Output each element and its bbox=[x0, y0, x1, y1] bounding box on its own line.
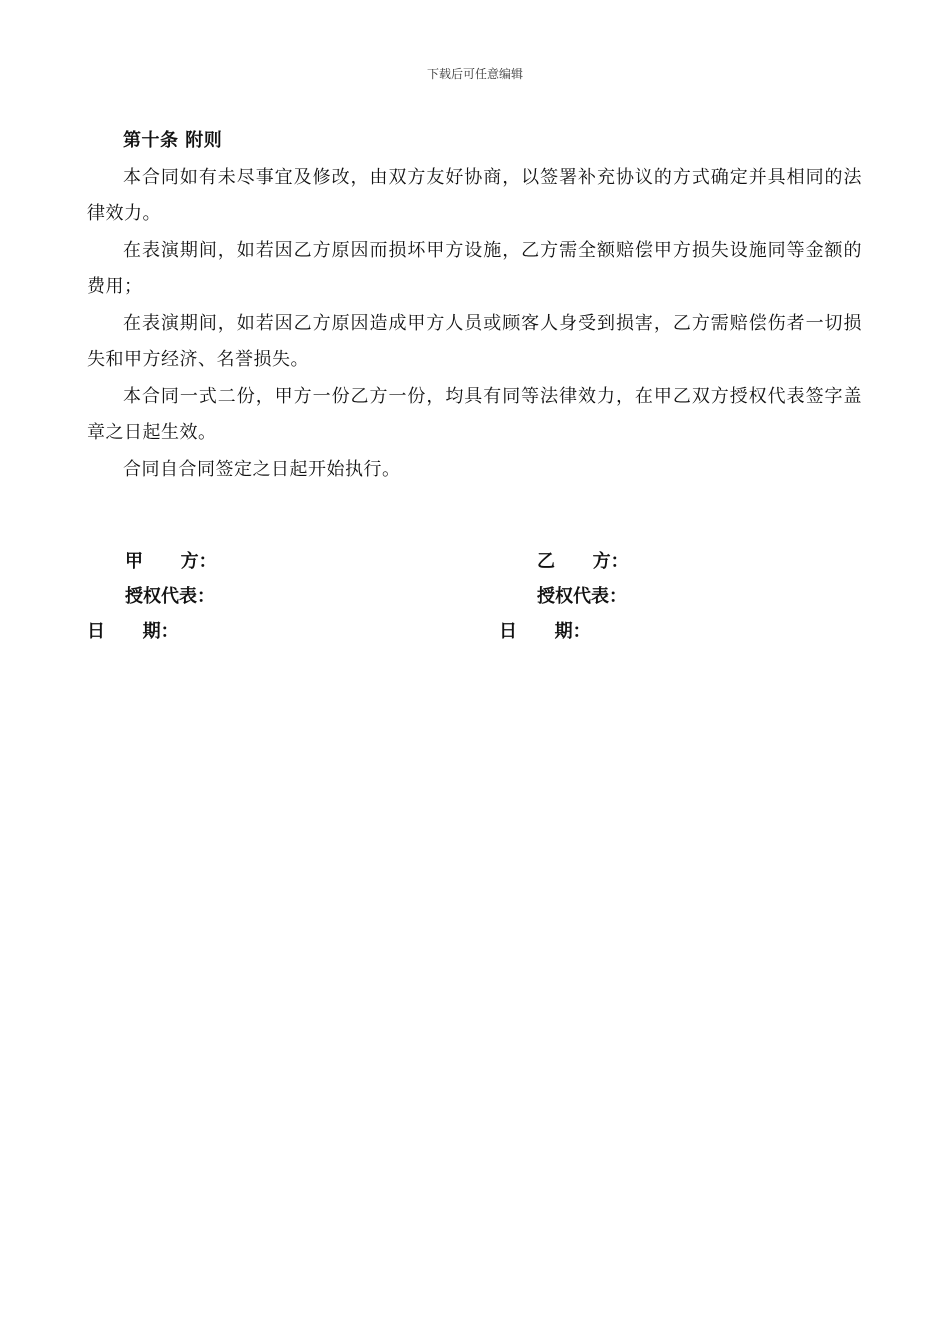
paragraph-copies-effect: 本合同一式二份，甲方一份乙方一份，均具有同等法律效力，在甲乙双方授权代表签字盖章之日起生效。 bbox=[87, 385, 862, 443]
section-title: 第十条 附则 bbox=[123, 130, 223, 151]
party-b-date-label: 日 期： bbox=[499, 621, 591, 642]
party-a-label: 甲 方： bbox=[125, 551, 217, 572]
paragraph-amendments: 本合同如有未尽事宜及修改，由双方友好协商，以签署补充协议的方式确定并具相同的法律效力。 bbox=[87, 166, 862, 224]
party-a-rep-label: 授权代表： bbox=[125, 586, 215, 607]
paragraph-execution: 合同自合同签定之日起开始执行。 bbox=[123, 458, 401, 480]
party-b-label: 乙 方： bbox=[537, 551, 629, 572]
signature-rep-row bbox=[87, 579, 862, 614]
signature-party-row bbox=[87, 544, 862, 579]
contract-section bbox=[87, 123, 862, 488]
signature-block bbox=[87, 544, 862, 649]
paragraph-personal-injury: 在表演期间，如若因乙方原因造成甲方人员或顾客人身受到损害，乙方需赔偿伤者一切损失和甲方经济、名誉损失。 bbox=[87, 312, 862, 370]
party-b-rep-label: 授权代表： bbox=[537, 586, 627, 607]
signature-date-row bbox=[87, 614, 862, 649]
page-header: 下载后可任意编辑 bbox=[426, 67, 523, 81]
paragraph-facility-damage: 在表演期间，如若因乙方原因而损坏甲方设施，乙方需全额赔偿甲方损失设施同等金额的费用； bbox=[87, 239, 862, 297]
party-a-date-label: 日 期： bbox=[87, 621, 179, 642]
